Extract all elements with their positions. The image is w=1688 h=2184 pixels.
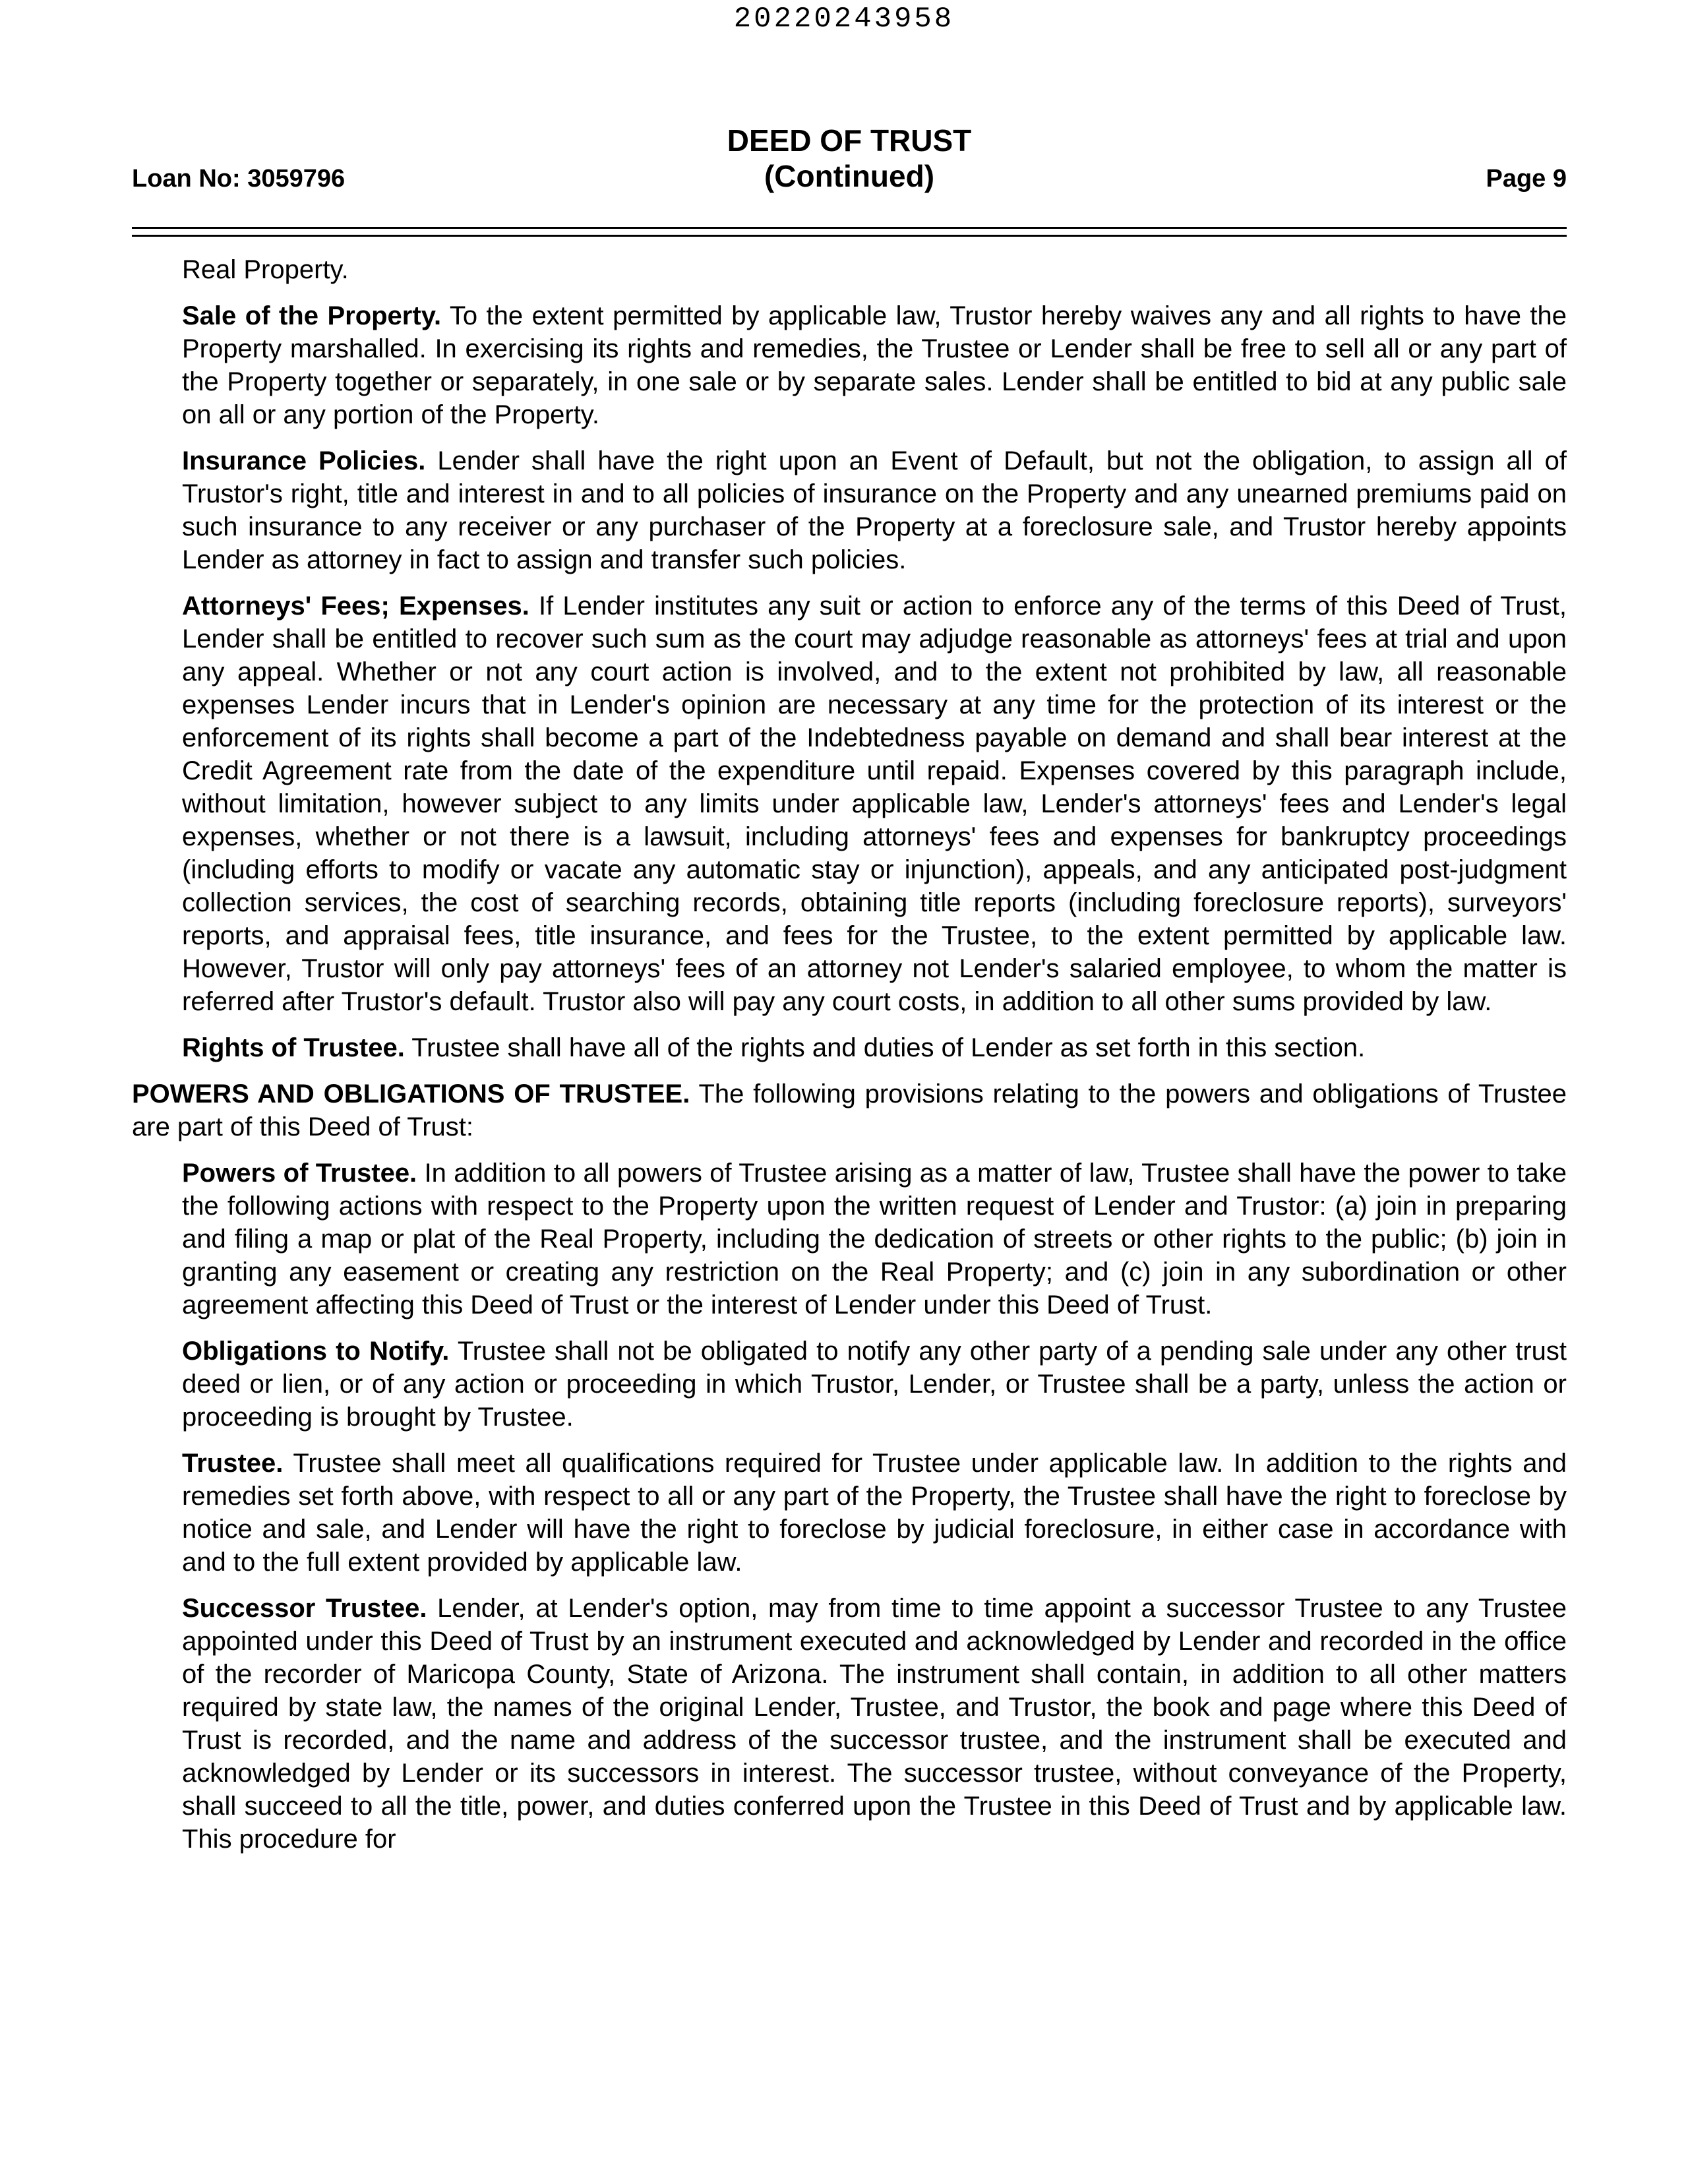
header-divider-top: [132, 227, 1567, 229]
document-number: 20220243958: [733, 3, 955, 36]
paragraph-text: The following provisions relating to the powers and obligations of Trustee are part of this Deed of Trust:: [132, 1079, 1567, 1141]
paragraph-text: If Lender institutes any suit or action to enforce any of the terms of this Deed of Trust, Lender shall be entitled to recover such sum as the court may adjudge reasonable as attorneys' fees at trial and upon any appeal. Whether or not any court action is involved, and to the extent not prohibited by law, all reasonable expenses Lender incurs that in Lender's opinion are necessary at any time for the protection of its interest or the enforcement of its rights shall become a part of the Indebtedness payable on demand and shall bear interest at the Credit Agreement rate from the date of the expenditure until repaid. Expenses covered by this paragraph include, without limitation, however subject to any limits under applicable law, Lender's attorneys' fees and Lender's legal expenses, whether or not there is a lawsuit, including attorneys' fees and expenses for bankruptcy proceedings (including efforts to modify or vacate any automatic stay or injunction), appeals, and any anticipated post-judgment collection services, the cost of searching records, obtaining title reports (including foreclosure reports), surveyors' reports, and appraisal fees, title insurance, and fees for the Trustee, to the extent permitted by applicable law. However, Trustor will only pay attorneys' fees of an attorney not Lender's salaried employee, to whom the matter is referred after Trustor's default. Trustor also will pay any court costs, in addition to all other sums provided by law.: [182, 592, 1567, 1016]
paragraph-text: Lender shall have the right upon an Event of Default, but not the obligation, to assign all of Trustor's right, title and interest in and to all policies of insurance on the Property and any unearned premiums paid on such insurance to any receiver or any purchaser of the Property at a foreclosure sale, and Trustor hereby appoints Lender as attorney in fact to assign and transfer such policies.: [182, 446, 1567, 574]
paragraph-heading: Attorneys' Fees; Expenses.: [182, 592, 529, 621]
section-heading: POWERS AND OBLIGATIONS OF TRUSTEE.: [132, 1079, 690, 1108]
header-divider-bottom: [132, 235, 1567, 237]
document-body: [132, 253, 1567, 1869]
paragraph-rights-of-trustee: [182, 1031, 1567, 1064]
paragraph-heading: Obligations to Notify.: [182, 1337, 450, 1366]
page-number: Page 9: [1486, 165, 1567, 193]
paragraph-trustee: [182, 1447, 1567, 1579]
paragraph-text: Lender, at Lender's option, may from time to time appoint a successor Trustee to any Trustee appointed under this Deed of Trust by an instrument executed and acknowledged by Lender and recorded in the office of the recorder of Maricopa County, State of Arizona. The instrument shall contain, in addition to all other matters required by state law, the names of the original Lender, Trustee, and Trustor, the book and page where this Deed of Trust is recorded, and the name and address of the successor trustee, and the instrument shall be executed and acknowledged by Lender or its successors in interest. The successor trustee, without conveyance of the Property, shall succeed to all the title, power, and duties conferred upon the Trustee in this Deed of Trust and by applicable law. This procedure for: [182, 1594, 1567, 1854]
paragraph-text: To the extent permitted by applicable law, Trustor hereby waives any and all rights to have the Property marshalled. In exercising its rights and remedies, the Trustee or Lender shall be free to sell all or any part of the Property together or separately, in one sale or by separate sales. Lender shall be entitled to bid at any public sale on all or any portion of the Property.: [182, 301, 1567, 429]
document-title: [132, 123, 1567, 194]
paragraph-text: Trustee shall meet all qualifications required for Trustee under applicable law. In addition to the rights and remedies set forth above, with respect to all or any part of the Property, the Trustee shall have the right to foreclose by notice and sale, and Lender will have the right to foreclose by judicial foreclosure, in either case in accordance with and to the full extent provided by applicable law.: [182, 1449, 1567, 1577]
paragraph-heading: Rights of Trustee.: [182, 1033, 405, 1062]
title-line-1: DEED OF TRUST: [727, 123, 972, 158]
paragraph-obligations-to-notify: [182, 1335, 1567, 1434]
paragraph-real-property-continuation: [182, 253, 1567, 286]
paragraph-heading: Trustee.: [182, 1449, 284, 1478]
paragraph-text: Trustee shall not be obligated to notify any other party of a pending sale under any other trust deed or lien, or of any action or proceeding in which Trustor, Lender, or Trustee shall be a party, unless the action or proceeding is brought by Trustee.: [182, 1337, 1567, 1432]
paragraph-powers-of-trustee: [182, 1157, 1567, 1321]
paragraph-successor-trustee: [182, 1592, 1567, 1856]
paragraph-heading: Sale of the Property.: [182, 301, 442, 330]
page-header: [132, 123, 1567, 202]
title-line-2: (Continued): [764, 159, 935, 193]
paragraph-text: Real Property.: [182, 255, 349, 284]
paragraph-attorneys-fees: [182, 590, 1567, 1018]
paragraph-insurance-policies: [182, 444, 1567, 576]
paragraph-sale-of-property: [182, 299, 1567, 431]
paragraph-heading: Successor Trustee.: [182, 1594, 427, 1623]
paragraph-heading: Powers of Trustee.: [182, 1159, 417, 1188]
paragraph-heading: Insurance Policies.: [182, 446, 426, 475]
paragraph-text: Trustee shall have all of the rights and duties of Lender as set forth in this section.: [411, 1033, 1366, 1062]
paragraph-text: In addition to all powers of Trustee arising as a matter of law, Trustee shall have the power to take the following actions with respect to the Property upon the written request of Lender and Trustor: (a) join in preparing and filing a map or plat of the Real Property, including the dedication of streets or other rights to the public; (b) join in granting any easement or creating any restriction on the Real Property; and (c) join in any subordination or other agreement affecting this Deed of Trust or the interest of Lender under this Deed of Trust.: [182, 1159, 1567, 1320]
loan-number: Loan No: 3059796: [132, 165, 346, 193]
section-powers-and-obligations-of-trustee: [132, 1077, 1567, 1143]
